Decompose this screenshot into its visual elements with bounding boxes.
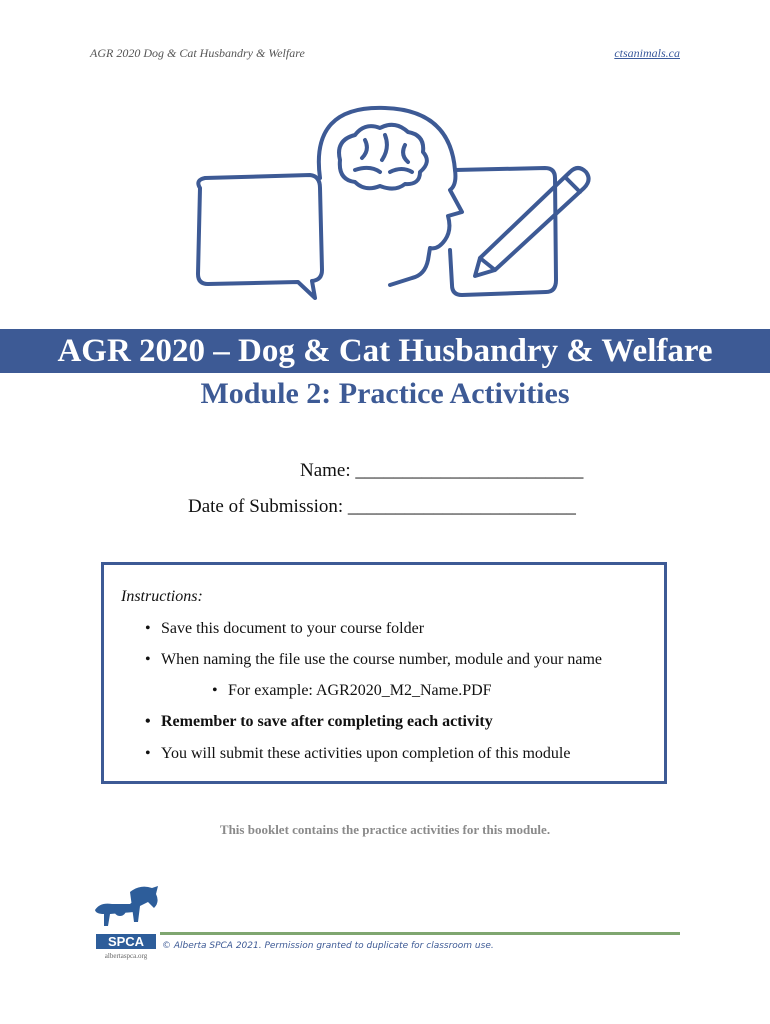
submission-date-field[interactable]: Date of Submission: ________________________ [188,496,576,517]
footer-divider [160,932,680,935]
head-profile-icon [319,108,462,285]
cat-silhouette-icon [114,904,126,916]
instructions-heading: Instructions: [121,588,203,605]
website-link[interactable]: ctsanimals.ca [614,46,680,60]
name-field[interactable]: Name: ________________________ [300,460,584,481]
document-title: AGR 2020 – Dog & Cat Husbandry & Welfare [57,333,713,369]
running-header-title: AGR 2020 Dog & Cat Husbandry & Welfare [90,46,305,60]
document-subtitle: Module 2: Practice Activities [200,377,570,410]
brain-icon [339,125,427,189]
pencil-icon [475,168,589,276]
horse-silhouette-icon [130,886,158,922]
alberta-spca-logo [90,882,162,962]
notepad-icon [450,168,556,295]
spca-logo-text: SPCA [96,934,156,949]
spca-logo-url: albertaspca.org [104,952,148,960]
copyright-notice: © Alberta SPCA 2021. Permission granted to duplicate for classroom use. [162,941,494,951]
instruction-subitem: • For example: AGR2020_M2_Name.PDF [228,682,492,700]
instruction-item: • Save this document to your course folder [161,620,424,638]
instruction-item: • When naming the file use the course number, module and your name [161,651,602,669]
instruction-item: • You will submit these activities upon completion of this module [161,745,570,763]
learning-illustration [180,100,600,310]
speech-bubble-icon [198,175,322,298]
instruction-item-emphasis: • Remember to save after completing each activity [161,713,493,731]
booklet-note: This booklet contains the practice activities for this module. [219,822,551,837]
